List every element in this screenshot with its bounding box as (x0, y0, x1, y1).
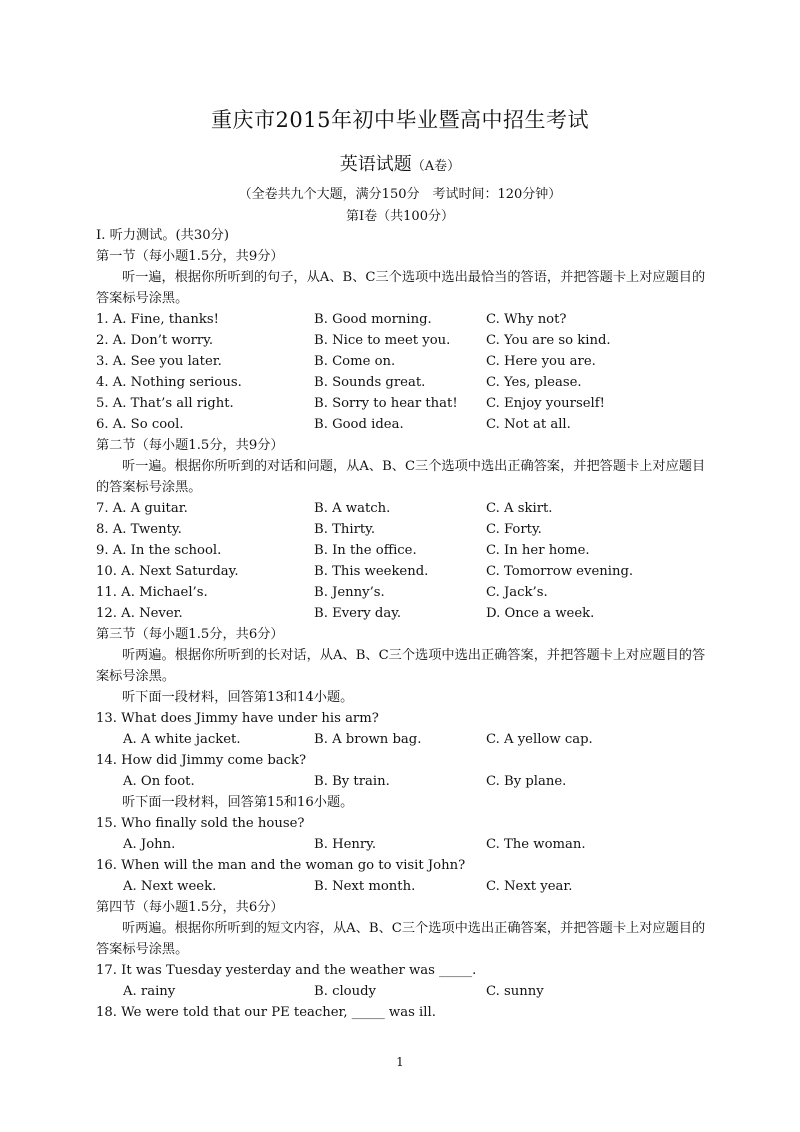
exam-content (96, 225, 708, 1023)
option-c: C. You are so kind. (486, 333, 611, 348)
question-row-7 (96, 498, 708, 519)
option-c: C. Why not? (486, 312, 567, 327)
part-3-instruction: 听两遍。根据你所听到的长对话，从A、B、C三个选项中选出正确答案，并把答题卡上对应题目的答案标号涂黑。 (96, 648, 706, 684)
option-a: A. A white jacket. (123, 732, 241, 747)
question-13: 13. What does Jimmy have under his arm? (96, 711, 379, 726)
option-a: 6. A. So cool. (96, 417, 184, 432)
option-c: C. Next year. (486, 879, 573, 894)
option-b: B. In the office. (314, 543, 417, 558)
question-14-options (96, 771, 708, 792)
option-b: B. Come on. (314, 354, 396, 369)
question-row-12 (96, 603, 708, 624)
option-a: 4. A. Nothing serious. (96, 375, 242, 390)
part-2-heading: 第二节（每小题1.5分，共9分） (96, 438, 284, 453)
option-a: A. On foot. (123, 774, 195, 789)
option-b: B. This weekend. (314, 564, 429, 579)
option-c: C. Not at all. (486, 417, 571, 432)
option-c: C. A skirt. (486, 501, 553, 516)
part-4-heading: 第四节（每小题1.5分，共6分） (96, 900, 284, 915)
material-note-1: 听下面一段材料，回答第13和14小题。 (122, 690, 354, 705)
option-b: B. Sorry to hear that! (314, 396, 458, 411)
part-4-instruction: 听两遍。根据你所听到的短文内容，从A、B、C三个选项中选出正确答案，并把答题卡上对应题目的答案标号涂黑。 (96, 921, 706, 957)
question-16-options (96, 876, 708, 897)
exam-subtitle (0, 150, 800, 176)
option-b: B. By train. (314, 774, 390, 789)
option-a: 9. A. In the school. (96, 543, 222, 558)
option-b: B. cloudy (314, 984, 377, 999)
option-b: B. Every day. (314, 606, 402, 621)
option-a: 5. A. That’s all right. (96, 396, 234, 411)
option-c: C. Forty. (486, 522, 542, 537)
question-row-1 (96, 309, 708, 330)
option-b: B. Next month. (314, 879, 416, 894)
question-row-8 (96, 519, 708, 540)
part-1-heading: 第一节（每小题1.5分，共9分） (96, 249, 284, 264)
question-row-5 (96, 393, 708, 414)
option-b: B. Henry. (314, 837, 377, 852)
question-17: 17. It was Tuesday yesterday and the weather was _____. (96, 963, 477, 978)
option-a: A. Next week. (123, 879, 217, 894)
question-15: 15. Who finally sold the house? (96, 816, 305, 831)
question-row-4 (96, 372, 708, 393)
part-2-instruction: 听一遍。根据你所听到的对话和问题，从A、B、C三个选项中选出正确答案，并把答题卡上对应题目的答案标号涂黑。 (96, 459, 706, 495)
option-c: C. In her home. (486, 543, 590, 558)
option-b: B. Thirty. (314, 522, 376, 537)
option-a: 1. A. Fine, thanks! (96, 312, 219, 327)
page-title: 重庆市2015年初中毕业暨高中招生考试 (211, 108, 589, 132)
option-b: B. Jenny’s. (314, 585, 385, 600)
question-16: 16. When will the man and the woman go to visit John? (96, 858, 466, 873)
question-14: 14. How did Jimmy come back? (96, 753, 307, 768)
volume-heading: 第I卷（共100分） (346, 209, 454, 224)
option-a: 11. A. Michael’s. (96, 585, 208, 600)
option-a: A. rainy (123, 984, 176, 999)
question-row-2 (96, 330, 708, 351)
subtitle-note: （A卷） (411, 159, 461, 174)
option-c: C. Yes, please. (486, 375, 582, 390)
section-heading: I. 听力测试。(共30分) (96, 228, 229, 243)
part-1-instruction: 听一遍，根据你所听到的句子，从A、B、C三个选项中选出最恰当的答语，并把答题卡上对应题目的答案标号涂黑。 (96, 270, 706, 306)
option-c: C. Tomorrow evening. (486, 564, 634, 579)
option-c: C. Enjoy yourself! (486, 396, 605, 411)
option-c: C. Jack’s. (486, 585, 548, 600)
option-b: B. A brown bag. (314, 732, 422, 747)
page-number: 1 (396, 1055, 404, 1069)
question-row-6 (96, 414, 708, 435)
question-18: 18. We were told that our PE teacher, _____ was ill. (96, 1005, 436, 1020)
option-a: 7. A. A guitar. (96, 501, 188, 516)
option-b: B. Good idea. (314, 417, 404, 432)
question-row-3 (96, 351, 708, 372)
option-b: B. Good morning. (314, 312, 432, 327)
option-b: B. A watch. (314, 501, 391, 516)
option-a: A. John. (123, 837, 176, 852)
option-a: 3. A. See you later. (96, 354, 222, 369)
question-13-options (96, 729, 708, 750)
question-row-10 (96, 561, 708, 582)
part-3-heading: 第三节（每小题1.5分，共6分） (96, 627, 284, 642)
subtitle-text: 英语试题 (339, 154, 412, 175)
option-b: B. Sounds great. (314, 375, 426, 390)
option-c: C. A yellow cap. (486, 732, 593, 747)
option-b: B. Nice to meet you. (314, 333, 451, 348)
question-row-11 (96, 582, 708, 603)
option-c: C. sunny (486, 984, 544, 999)
option-a: 2. A. Don’t worry. (96, 333, 214, 348)
question-17-options (96, 981, 708, 1002)
question-15-options (96, 834, 708, 855)
option-c: D. Once a week. (486, 606, 595, 621)
material-note-2: 听下面一段材料，回答第15和16小题。 (122, 795, 354, 810)
option-a: 8. A. Twenty. (96, 522, 182, 537)
option-c: C. The woman. (486, 837, 586, 852)
option-a: 12. A. Never. (96, 606, 183, 621)
option-c: C. By plane. (486, 774, 567, 789)
question-row-9 (96, 540, 708, 561)
option-c: C. Here you are. (486, 354, 596, 369)
exam-info: （全卷共九个大题，满分150分 考试时间：120分钟） (238, 187, 562, 202)
option-a: 10. A. Next Saturday. (96, 564, 239, 579)
